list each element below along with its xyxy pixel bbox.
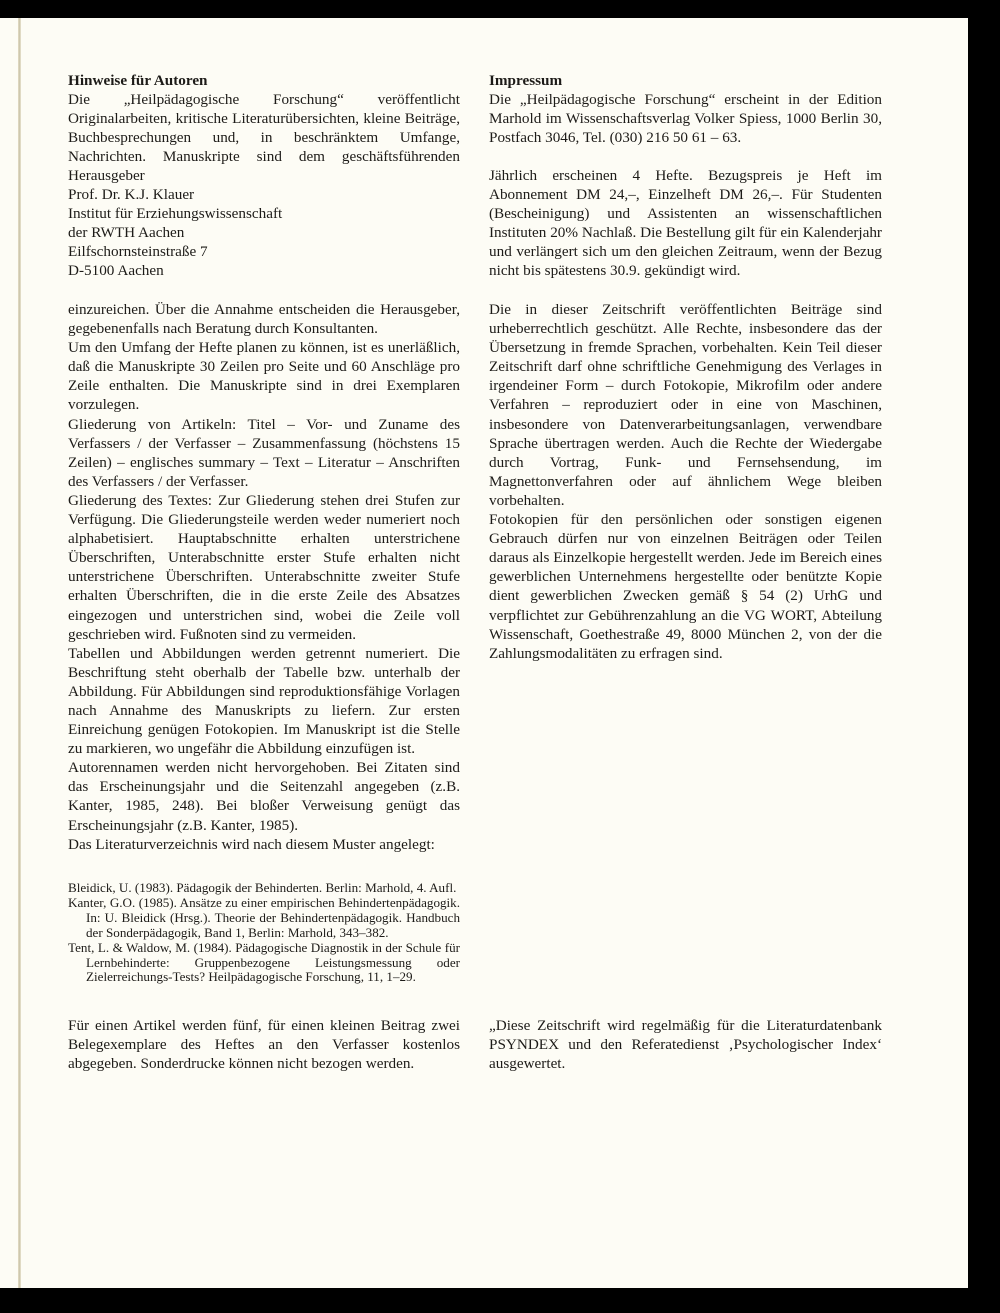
guideline-paragraph: Tabellen und Abbildungen werden getrennt numeriert. Die Beschriftung steht oberhalb der Tabelle bzw. unterhalb der Abbildung. Für Abbildungen sind reproduktionsfähige Vorlagen nach Annahme des Manuskripts zu liefern. Zur ersten Einreichung genügen Fotokopien. Im Manuskript ist die Stelle zu markieren, wo ungefähr die Abbildung einzufügen ist. [68,644,460,758]
section-heading-impressum: Impressum [489,72,563,89]
copyright-text: Die in dieser Zeitschrift veröffentlichten Beiträge sind urheberrechtlich geschützt. Alle Rechte, insbesondere das der Übersetzung in fremde Sprachen, vorbehalten. Kein Teil dieser Zeitschrift darf ohne schriftliche Genehmigung des Verlages in irgendeiner Form – durch Fotokopie, Mikrofilm oder andere Verfahren – reproduziert oder in eine von Maschinen, insbesondere von Datenverarbeitungsanlagen, verwendbare Sprache übertragen werden. Auch die Rechte der Wiedergabe durch Vortrag, Funk- und Fernsehsendung, im Magnettonverfahren oder auf ähnlichem Wege bleiben vorbehalten. [489,301,882,509]
guideline-paragraph: Gliederung des Textes: Zur Gliederung stehen drei Stufen zur Verfügung. Die Gliederungsteile werden weder numeriert noch alphabetisiert. Hauptabschnitte erhalten unterstrichene Überschriften, Unterabschnitte erster Stufe erhalten nicht unterstrichene Überschriften. Unterabschnitte zweiter Stufe erhalten Überschriften, die in die erste Zeile des Absatzes eingezogen und unterstrichen sind, wobei die Zeile voll geschrieben wird. Fußnoten sind zu vermeiden. [68,491,460,643]
document-page [0,18,968,1288]
authors-intro-text: Die „Heilpädagogische Forschung“ veröffentlicht Originalarbeiten, kritische Literaturübersichten, kleine Beiträge, Buchbesprechungen und, in beschränktem Umfange, Nachrichten. Manuskripte sind dem geschäftsführenden Herausgeber [68,91,460,185]
guideline-paragraph: Gliederung von Artikeln: Titel – Vor- und Zuname des Verfassers / der Verfasser – Zusammenfassung (höchstens 15 Zeilen) – englisches summary – Text – Literatur – Anschriften des Verfassers / der Verfasser. [68,415,460,490]
guideline-paragraph: Autorennamen werden nicht hervorgehoben. Bei Zitaten sind das Erscheinungsjahr und die Seitenzahl angegeben (z.B. Kanter, 1985, 248). Bei bloßer Verweisung genügt das Erscheinungsjahr (z.B. Kanter, 1985). [68,759,460,834]
reference-entry: Bleidick, U. (1983). Pädagogik der Behinderten. Berlin: Marhold, 4. Aufl. [68,880,457,895]
reference-examples [68,881,460,985]
specimen-copies-note [68,1016,460,1073]
binding-gutter [18,18,21,1288]
publisher-text: Die „Heilpädagogische Forschung“ erscheint in der Edition Marhold im Wissenschaftsverlag Volker Spiess, 1000 Berlin 30, Postfach 3046, Tel. (030) 216 50 61 – 63. [489,91,882,147]
address-line: Eilfschornsteinstraße 7 [68,243,208,261]
authors-notes-intro [68,71,460,186]
guideline-paragraph: einzureichen. Über die Annahme entscheiden die Herausgeber, gegebenenfalls nach Beratung durch Konsultanten. [68,301,460,338]
indexing-note [489,1016,882,1073]
address-line: Institut für Erziehungswissenschaft [68,205,283,223]
impressum-publisher [489,71,882,147]
closing-paragraph: Für einen Artikel werden fünf, für einen kleinen Beitrag zwei Belegexemplare des Heftes an den Verfasser kostenlos abgegeben. Sonderdrucke können nicht bezogen werden. [68,1017,460,1073]
subscription-info [489,166,882,281]
editor-address [68,185,460,280]
indexing-text: „Diese Zeitschrift wird regelmäßig für die Literaturdatenbank PSYNDEX und den Referatedienst ‚Psychologischer Index‘ ausgewertet. [489,1017,882,1073]
address-line: der RWTH Aachen [68,224,185,242]
section-heading-authors: Hinweise für Autoren [68,72,208,89]
authors-guidelines [68,300,460,854]
photocopy-text: Fotokopien für den persönlichen oder sonstigen eigenen Gebrauch dürfen nur von einzelnen Beiträgen oder Teilen daraus als Einzelkopie hergestellt werden. Jede im Bereich eines gewerblichen Unternehmens hergestellte oder benützte Kopie dient gewerblichen Zwecken gemäß § 54 (2) UrhG und verpflichtet zur Gebührenzahlung an die VG WORT, Abteilung Wissenschaft, Goethestraße 49, 8000 München 2, von der die Zahlungsmodalitäten zu erfragen sind. [489,511,882,662]
copyright-info [489,300,882,663]
reference-entry: Kanter, G.O. (1985). Ansätze zu einer empirischen Behindertenpädagogik. In: U. Bleidick (Hrsg.). Theorie der Behindertenpädagogik. Handbuch der Sonderpädagogik, Band 1, Berlin: Marhold, 343–382. [68,894,460,940]
address-line: D-5100 Aachen [68,262,164,280]
address-line: Prof. Dr. K.J. Klauer [68,186,195,203]
guideline-paragraph: Das Literaturverzeichnis wird nach diesem Muster angelegt: [68,835,435,853]
guideline-paragraph: Um den Umfang der Hefte planen zu können, ist es unerläßlich, daß die Manuskripte 30 Zeilen pro Seite und 60 Anschläge pro Zeile enthalten. Die Manuskripte sind in drei Exemplaren vorzulegen. [68,339,460,414]
subscription-text: Jährlich erscheinen 4 Hefte. Bezugspreis je Heft im Abonnement DM 24,–, Einzelheft DM 26,–. Für Studenten (Bescheinigung) und Assistenten an wissenschaftlichen Instituten 20% Nachlaß. Die Bestellung gilt für ein Kalenderjahr und verlängert sich um den gleichen Zeitraum, wenn der Bezug nicht bis spätestens 30.9. gekündigt wird. [489,167,882,280]
reference-entry: Tent, L. & Waldow, M. (1984). Pädagogische Diagnostik in der Schule für Lernbehinderte: Gruppenbezogene Leistungsmessung oder Zielerreichungs-Tests? Heilpädagogische Forschung, 11, 1–29. [68,939,460,985]
